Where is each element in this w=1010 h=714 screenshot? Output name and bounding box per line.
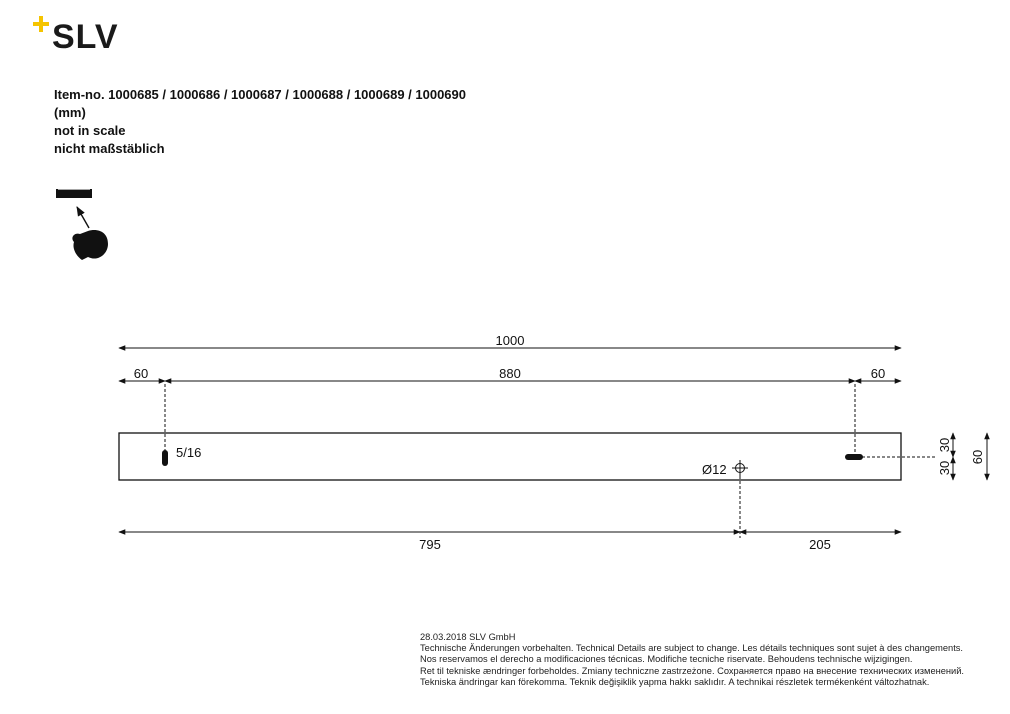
dimension-total-label: 1000 — [495, 333, 525, 348]
center-hole-label: Ø12 — [702, 462, 727, 477]
left-hole-label: 5/16 — [176, 445, 202, 460]
mounting-detail-icon — [56, 189, 108, 260]
dimension-middle-label: 880 — [499, 366, 521, 381]
footer-line-4: Tekniska ändringar kan förekomma. Teknik değişiklik yapma hakkı saklıdır. A technikai részletek termékenként változhatnak. — [420, 676, 930, 687]
footer-line-3: Ret til tekniske ændringer forbeholdes. Zmiany techniczne zastrzeżone. Сохраняется право на внесение технических изменений. — [420, 665, 965, 676]
dimension-right-top-label: 30 — [937, 437, 952, 453]
scale-note-de: nicht maßstäblich — [54, 141, 165, 156]
center-hole — [732, 460, 748, 476]
footer-disclaimer — [420, 632, 964, 688]
left-slot — [162, 450, 168, 466]
dimension-bottom-left-label: 795 — [419, 537, 441, 552]
logo-text: SLV — [52, 18, 119, 56]
scale-note-en: not in scale — [54, 123, 126, 138]
dimension-left-offset-label: 60 — [133, 366, 149, 381]
right-slot — [845, 454, 863, 460]
dimension-bottom-right-label: 205 — [809, 537, 831, 552]
item-numbers: Item-no. 1000685 / 1000686 / 1000687 / 1000688 / 1000689 / 1000690 — [54, 87, 467, 102]
footer-line-1: Technische Änderungen vorbehalten. Technical Details are subject to change. Les détails techniques sont sujet à des changements. — [420, 643, 964, 654]
footer-line-2: Nos reservamos el derecho a modificaciones técnicas. Modifiche tecniche riservate. Behoudens technische wijzigingen. — [420, 654, 913, 665]
dimension-right-total-label: 60 — [970, 449, 985, 465]
dimension-right-offset-label: 60 — [870, 366, 886, 381]
dimension-right-bottom-label: 30 — [937, 460, 952, 476]
footer-date-company: 28.03.2018 SLV GmbH — [420, 632, 516, 642]
unit-label: (mm) — [54, 105, 86, 120]
profile-outline — [119, 433, 901, 480]
